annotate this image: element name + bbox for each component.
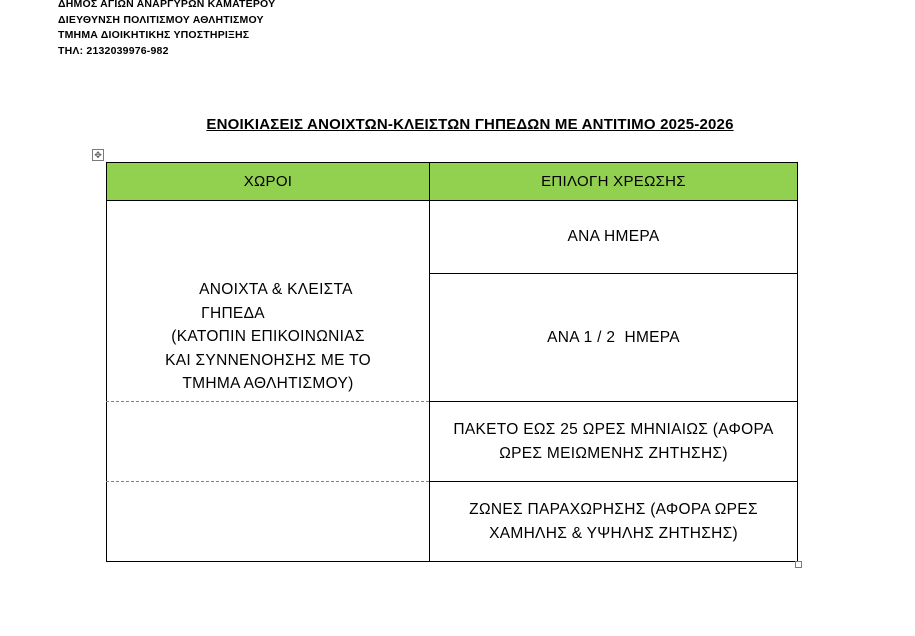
directorate-name: ΔΙΕΥΘΥΝΣΗ ΠΟΛΙΤΙΣΜΟΥ ΑΘΛΗΤΙΣΜΟΥ	[58, 13, 264, 26]
charge-label: ΖΩΝΕΣ ΠΑΡΑΧΩΡΗΣΗΣ (ΑΦΟΡΑ ΩΡΕΣ	[469, 501, 758, 518]
header-charge-option: ΕΠΙΛΟΓΗ ΧΡΕΩΣΗΣ	[429, 162, 798, 201]
spaces-line: (ΚΑΤΟΠΙΝ ΕΠΙΚΟΙΝΩΝΙΑΣ	[171, 328, 365, 346]
organization-header	[58, 0, 275, 59]
document-title: ΕΝΟΙΚΙΑΣΕΙΣ ΑΝΟΙΧΤΩΝ-ΚΛΕΙΣΤΩΝ ΓΗΠΕΔΩΝ ΜΕ ΑΝΤΙΤΙΜΟ 2025-2026	[206, 116, 734, 133]
charge-monthly-package	[429, 401, 798, 482]
charge-label: ΩΡΕΣ ΜΕΙΩΜΕΝΗΣ ΖΗΤΗΣΗΣ)	[499, 444, 728, 462]
charge-label: ΑΝΑ 1 / 2 ΗΜΕΡΑ	[547, 328, 680, 346]
charge-label: ΠΑΚΕΤΟ ΕΩΣ 25 ΩΡΕΣ ΜΗΝΙΑΙΩΣ (ΑΦΟΡΑ	[453, 421, 774, 438]
charge-per-day	[429, 200, 798, 274]
spaces-line: ΓΗΠΕΔΑ	[201, 304, 265, 322]
municipality-name: ΔΗΜΟΣ ΑΓΙΩΝ ΑΝΑΡΓΥΡΩΝ ΚΑΜΑΤΕΡΟΥ	[58, 0, 276, 10]
charge-label: ΧΑΜΗΛΗΣ & ΥΨΗΛΗΣ ΖΗΤΗΣΗΣ)	[489, 524, 738, 542]
spaces-line: ΤΜΗΜΑ ΑΘΛΗΤΙΣΜΟΥ)	[182, 375, 354, 393]
spaces-cell	[106, 273, 430, 401]
move-arrows-icon[interactable]: ✥	[92, 149, 104, 161]
spaces-line: ΑΝΟΙΧΤΑ & ΚΛΕΙΣΤΑ	[199, 281, 353, 299]
header-spaces: ΧΩΡΟΙ	[106, 162, 430, 201]
spaces-line: ΚΑΙ ΣΥΝΝΕΝΟΗΣΗΣ ΜΕ ΤΟ	[165, 351, 371, 369]
charge-half-day	[429, 273, 798, 402]
charge-label: ΑΝΑ ΗΜΕΡΑ	[567, 228, 660, 246]
row-divider	[106, 401, 429, 402]
resize-handle-icon[interactable]	[795, 561, 802, 568]
row-divider	[106, 481, 429, 482]
department-name: ΤΜΗΜΑ ΔΙΟΙΚΗΤΙΚΗΣ ΥΠΟΣΤΗΡΙΞΗΣ	[58, 29, 250, 41]
phone-number: ΤΗΛ: 2132039976-982	[58, 44, 169, 57]
charge-allocation-zones	[429, 481, 798, 562]
